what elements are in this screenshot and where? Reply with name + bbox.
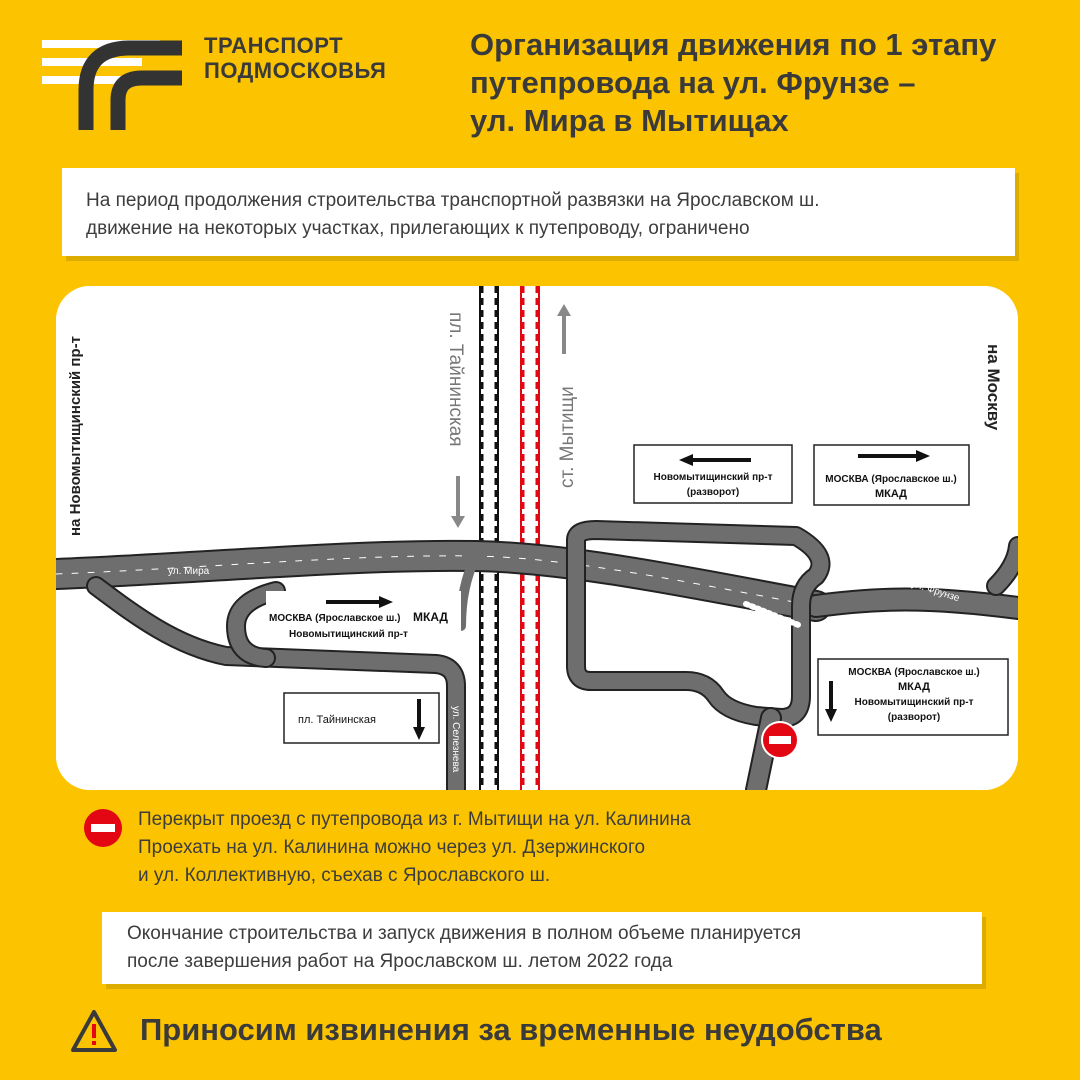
sign-left-line-2: (разворот) — [686, 487, 740, 498]
final-line-1: Окончание строительства и запуск движения в полном объеме планируется — [127, 923, 802, 944]
station-tayninskaya: пл. Тайнинская — [445, 312, 466, 447]
sign-tayninskaya-text: пл. Тайнинская — [298, 714, 376, 726]
sign-loop-line-1a: МОСКВА (Ярославское ш.) — [269, 613, 401, 624]
final-panel — [102, 912, 982, 984]
apology-text: Приносим извинения за временные неудобства — [140, 1012, 882, 1047]
brand-line-1: ТРАНСПОРТ — [204, 33, 344, 58]
sign-moscow-mkad — [814, 445, 969, 505]
sign-loop-line-2: Новомытищинский пр-т — [289, 629, 408, 640]
sign-dr-line-4: (разворот) — [887, 712, 941, 723]
station-mytishchi: ст. Мытищи — [557, 386, 578, 488]
right-edge-label: на Москву — [984, 344, 1003, 431]
road-mira-label: ул. Мира — [168, 566, 210, 577]
left-edge-label: на Новомытищинский пр-т — [67, 336, 84, 536]
closure-line-3: и ул. Коллективную, съехав с Ярославского ш. — [138, 865, 551, 886]
sign-moscow-uturn — [818, 659, 1008, 735]
sign-right-line-1: МОСКВА (Ярославское ш.) — [825, 474, 957, 485]
no-entry-icon — [761, 721, 799, 759]
traffic-map — [56, 286, 1018, 790]
sign-dr-line-3: Новомытищинский пр-т — [854, 697, 974, 708]
title-line-1: Организация движения по 1 этапу — [470, 27, 997, 62]
title-line-2: путепровода на ул. Фрунзе – — [470, 65, 916, 100]
closure-line-1: Перекрыт проезд с путепровода из г. Мытищи на ул. Калинина — [138, 809, 691, 830]
title-line-3: ул. Мира в Мытищах — [470, 103, 789, 138]
intro-line-2: движение на некоторых участках, прилегающих к путепроводу, ограничено — [86, 218, 750, 239]
sign-right-line-2: МКАД — [874, 488, 908, 500]
brand-name — [204, 33, 386, 83]
warning-icon — [70, 1008, 118, 1054]
sign-novomytishchinsky-uturn — [634, 445, 792, 503]
page-title — [470, 26, 1070, 140]
closure-line-2: Проехать на ул. Калинина можно через ул. Дзержинского — [138, 837, 646, 858]
transport-logo — [42, 30, 192, 135]
sign-dr-line-2: МКАД — [897, 681, 931, 693]
closure-note — [138, 806, 858, 890]
map-canvas — [56, 286, 1018, 790]
final-line-2: после завершения работ на Ярославском ш. летом 2022 года — [127, 951, 673, 972]
road-seleznyova-label: ул. Селезнева — [450, 706, 461, 773]
sign-left-line-1: Новомытищинский пр-т — [653, 472, 773, 483]
intro-line-1: На период продолжения строительства транспортной развязки на Ярославском ш. — [86, 190, 820, 211]
sign-loop-line-1b: МКАД — [413, 610, 448, 624]
road-frunze-label: ул. Фрунзе — [910, 578, 961, 605]
sign-loop — [266, 591, 461, 646]
sign-dr-line-1: МОСКВА (Ярославское ш.) — [848, 667, 980, 678]
no-entry-legend-icon — [83, 808, 123, 848]
sign-tayninskaya — [284, 693, 439, 743]
intro-panel — [62, 168, 1015, 256]
brand-line-2: ПОДМОСКОВЬЯ — [204, 58, 387, 83]
